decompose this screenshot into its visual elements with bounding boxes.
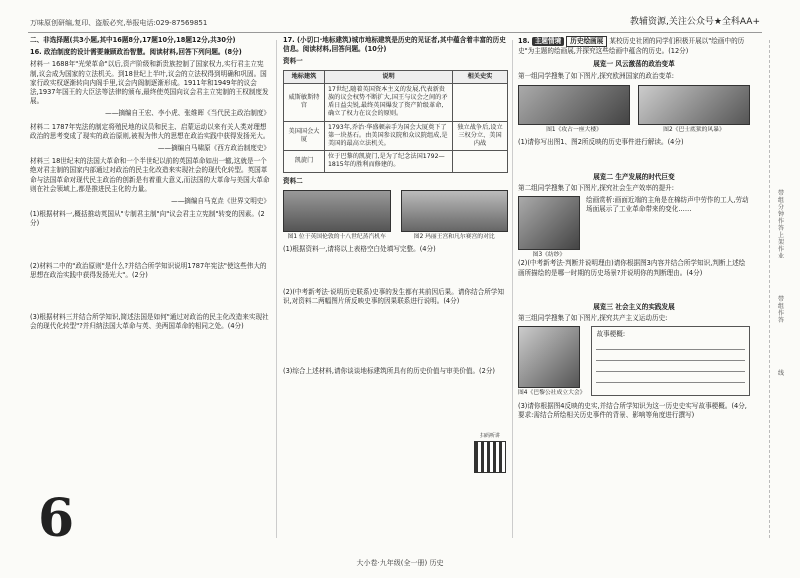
exhibit-1-title: 展览一 风云激荡的政治变革	[593, 60, 675, 69]
q18-number: 18.	[518, 37, 530, 45]
figure-1-image	[283, 190, 391, 232]
table-cell-answer[interactable]	[453, 151, 508, 172]
column-3	[518, 36, 750, 423]
qr-code-icon[interactable]	[474, 441, 506, 473]
q17-material-2-label: 资料二	[283, 176, 303, 185]
q17-question-3: (3)综合上述材料,请你谈谈地标建筑所具有的历史价值与审美价值。(2分)	[283, 366, 495, 375]
column-divider	[276, 40, 277, 538]
exhibit-2-question: (2)(中考新考法·判断并说明理由)请你根据图3内容并结合所学知识,判断上述绘画所描绘的是哪一时期的历史场景?并说明你的判断理由。(4分)	[518, 259, 746, 277]
figure-1	[283, 190, 391, 242]
exhibit-2-description: 绘画赏析:画面近端的主角是在棉纺声中劳作的工人,劳动场面展示了工业革命带来的变化……	[586, 195, 749, 214]
exhibit-3-title: 展览三 社会主义的实践发展	[593, 302, 675, 311]
exhibit-3-caption: 图4《巴黎公社成立大会》	[518, 390, 586, 397]
header-left: 万味原创研编,复印、盗版必究,举报电话:029-87569851	[30, 19, 208, 27]
table-cell: 威斯敏斯特宫	[284, 83, 325, 121]
theme-tag: 历史绘画展	[566, 36, 607, 47]
exhibit-1-question: (1)请你写出图1、图2所反映的历史事件进行解读。(4分)	[518, 138, 684, 147]
q16-question-1: (1)根据材料一,概括推动英国从"专制君主制"向"议会君主立宪制"转变的因素。(2分)	[30, 210, 265, 228]
exhibit-1-figures	[518, 85, 750, 135]
column-1	[30, 36, 270, 334]
answer-line[interactable]	[596, 361, 745, 372]
binding-text-3: 线	[778, 370, 785, 377]
answer-space[interactable]	[283, 258, 508, 288]
binding-text-1: 带组分钟作答 上架作业	[778, 190, 785, 260]
table-cell: 1793年,乔治·华盛顿亲手为国会大厦奠下了第一块基石。由美国参议院和众议院组成,是美国的最高立法机关。	[325, 121, 453, 151]
exhibit-2-title: 展览二 生产发展的时代巨变	[593, 172, 675, 181]
exhibit-3-text: 第三组同学搜集了如下图片,探究共产主义运动历史:	[518, 314, 668, 323]
painting-image	[518, 326, 580, 388]
answer-line[interactable]	[596, 350, 745, 361]
page-number-large: 6	[38, 488, 75, 549]
material-2-figures	[283, 190, 508, 242]
header-right: 教辅资源,关注公众号★全科AA+	[629, 17, 760, 27]
q16-stem: 16. 政治制度的设计需要兼顾政治智慧。阅读材料,回答下列问题。(8分)	[30, 48, 242, 57]
q16-material-1: 材料一 1688年"光荣革命"以后,资产阶级和新贵族控制了国家权力,实行君主立宪制,议会成为国家的立法机关。到18世纪上半叶,议会的立法权得到明确和巩固。国家行政实权逐渐转向内阁手里,议会内阁制逐渐形成。1911年和1949年的议会法,1937年国王的大臣法等法律的颁布,最终使英国向议会君主立宪制的王权制度发展。	[30, 60, 269, 106]
q16-question-3: (3)根据材料三并结合所学知识,简述法国是如何"通过对政治的民主化改造来实现社会的现代化转型"?并归纳法国大革命与英、美两国革命的相同之处。(4分)	[30, 313, 269, 331]
figure-2-caption: 图2 玛丽王宫和凡尔赛宫的对比	[413, 233, 495, 240]
exhibit-1-caption-1: 图1《攻占一座大楼》	[546, 126, 602, 133]
table-row	[284, 83, 508, 121]
exhibit-2-caption: 图3《纺纱》	[532, 251, 566, 258]
exhibit-1-figure-1	[518, 85, 630, 135]
exhibit-1-caption-2: 图2《巴士底狱的风暴》	[663, 126, 725, 133]
table-cell-answer[interactable]	[453, 83, 508, 121]
column-divider	[512, 40, 513, 538]
story-label: 故事梗概:	[596, 330, 626, 339]
answer-space[interactable]	[30, 283, 270, 313]
q17-stem: 17. (小切口·地标建筑)城市地标建筑是历史的见证者,其中蕴含着丰富的历史信息。阅读材料,回答问题。(10分)	[283, 36, 506, 54]
figure-2	[401, 190, 509, 242]
answer-line[interactable]	[596, 372, 745, 383]
table-header: 说明	[325, 70, 453, 83]
answer-space[interactable]	[518, 281, 750, 299]
exhibit-3-question: (3)请你根据图4反映的史实,并结合所学知识为这一历史史实写故事梗概。(4分,要求:需结合所绘相关历史事件的背景、影响等角度进行撰写)	[518, 401, 747, 419]
q17-question-2: (2)(中考新考法·说明历史联系)史事的发生都有其前因后果。请你结合所学知识,对资料二两幅图片所反映史事的因果联系进行说明。(4分)	[283, 287, 504, 305]
painting-image	[518, 85, 630, 125]
painting-image	[518, 196, 580, 250]
q18-intro: 某校历史社团的同学们积极开展以"绘画中的历史"为主题的绘画展,并探究这些绘画中蕴含的历史。(12分)	[518, 37, 745, 56]
table-header: 相关史实	[453, 70, 508, 83]
table-header-row	[284, 70, 508, 83]
exhibit-2-figure-box	[518, 196, 580, 260]
binding-text-2: 带组作答	[778, 296, 785, 324]
landmark-table	[283, 70, 508, 173]
answer-space[interactable]	[518, 151, 750, 169]
exhibit-1-text: 第一组同学搜集了如下图片,探究欧洲国家的政治变革:	[518, 71, 674, 80]
q17-material-1-label: 资料一	[283, 57, 303, 66]
table-cell: 位于巴黎的凯旋门,是为了纪念法国1792—1815年的胜利而修建的。	[325, 151, 453, 172]
answer-space[interactable]	[283, 309, 508, 367]
table-header: 地标建筑	[284, 70, 325, 83]
table-cell: 美国国会大厦	[284, 121, 325, 151]
exhibit-3-figure	[518, 326, 750, 398]
header-rule	[28, 32, 762, 33]
q17-question-1: (1)根据资料一,请将以上表格空白处填写完整。(4分)	[283, 245, 436, 254]
section-title: 二、非选择题(共3小题,其中16题8分,17题10分,18题12分,共30分)	[30, 36, 236, 44]
table-row	[284, 121, 508, 151]
table-cell: 17世纪,随着英国资本主义的发展,代表新贵族的议会权势不断扩大,国王与议会之间的矛盾日益尖锐,最终英国爆发了资产阶级革命,确立了权力在议会的原则。	[325, 83, 453, 121]
context-tag: 主题情境	[532, 37, 564, 46]
column-2	[283, 36, 508, 379]
qr-code-block[interactable]	[470, 432, 510, 475]
painting-image	[638, 85, 750, 125]
exhibit-2-figure	[518, 196, 750, 260]
figure-1-caption: 图1 位于英国伦敦的十八世纪蒸汽机车	[287, 233, 386, 240]
figure-2-image	[401, 190, 509, 232]
q16-material-1-source: ——摘编自王宏、李小虎、张维晖《当代民主政治制度》	[105, 109, 270, 118]
table-cell: 凯旋门	[284, 151, 325, 172]
exhibit-2-text: 第二组同学搜集了如下图片,探究社会生产效率的提升:	[518, 183, 674, 192]
answer-line[interactable]	[596, 339, 745, 350]
exhibit-1-figure-2	[638, 85, 750, 135]
q16-question-2: (2)材料二中的"政治原则"是什么?并结合所学知识说明1787年宪法"使这些伟大的思想在政治实践中获得发扬光大"。(2分)	[30, 261, 267, 279]
qr-label: 扫码听讲	[479, 433, 500, 439]
page-footer: 大小卷·九年级(全一册) 历史	[356, 559, 444, 567]
q16-material-2-source: ——摘编自马啸原《西方政治制度史》	[157, 144, 270, 153]
exhibit-3-figure-box	[518, 326, 585, 398]
q16-material-3: 材料三 18世纪末的法国大革命和一个半世纪以前的英国革命如出一辙,这就是一个绝对君主制的国家内部通过对政治的民主化改造来实现社会的现代化转型。英国革命与法国革命对现代民主政治的创新是有着重大意义,而法国的大革命与美国大革命则在社会领域上,都是推进民主化的力量。	[30, 157, 270, 193]
table-row	[284, 151, 508, 172]
q16-material-3-source: ——摘编自马克垚《世界文明史》	[171, 197, 270, 206]
table-cell: 独立战争后,设立三权分立、美国内战	[453, 121, 508, 151]
answer-space[interactable]	[30, 232, 270, 262]
q16-material-2: 材料二 1787年宪法的制定将殖民地的议员和民主、启蒙运动以来有关人类对理想政治的思考变成了现实的政治原则,被视为伟大的思想在政治实践中获得发扬光大。	[30, 122, 270, 140]
story-answer-box[interactable]	[591, 326, 750, 396]
binding-margin	[769, 40, 798, 538]
